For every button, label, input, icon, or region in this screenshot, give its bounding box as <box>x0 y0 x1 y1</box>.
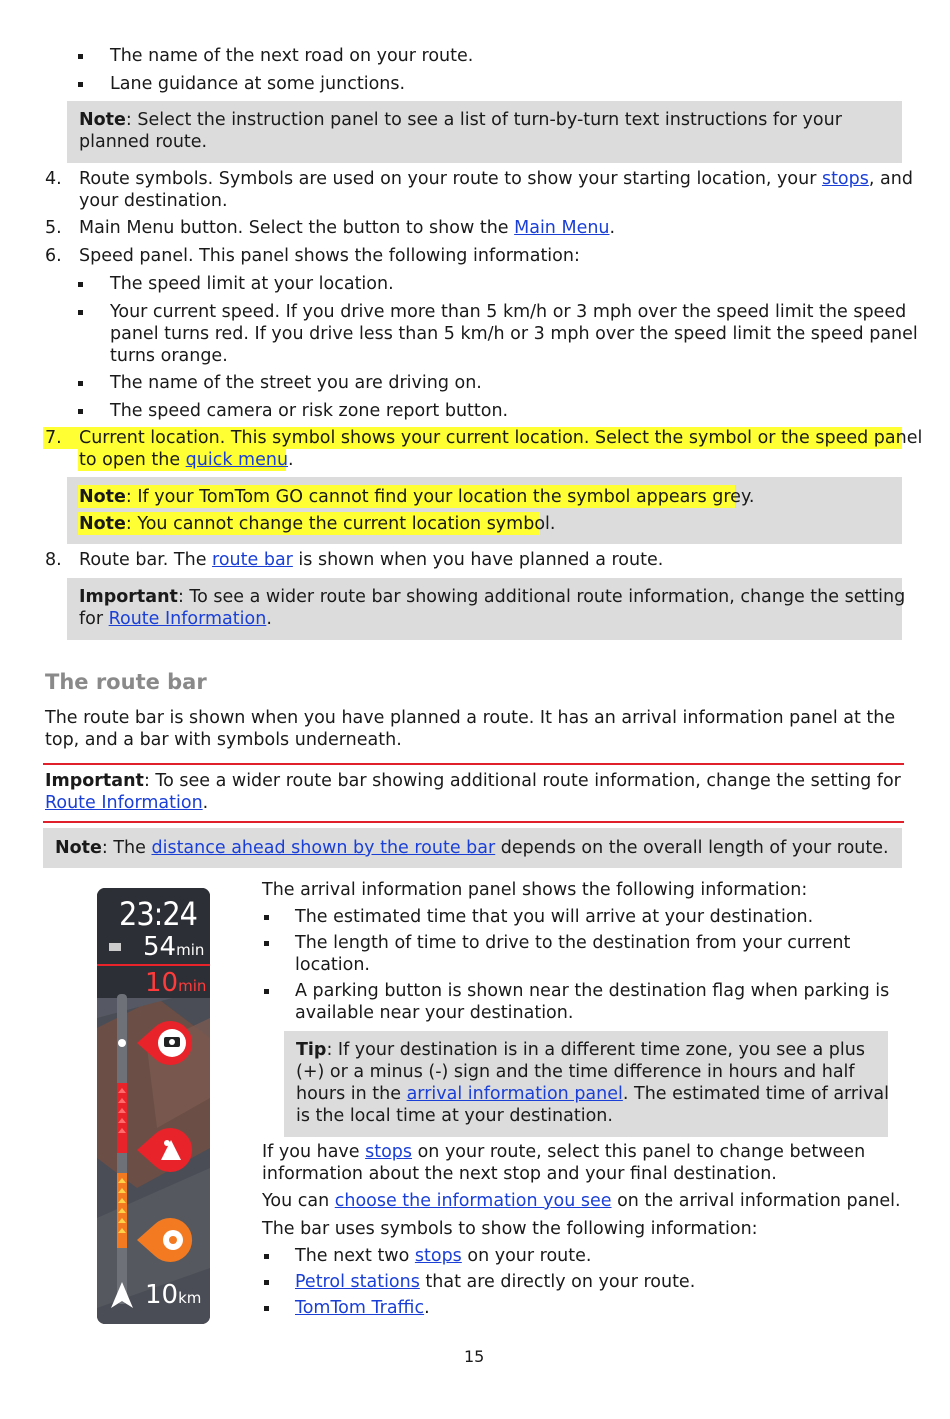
bullet-text: turns orange. <box>110 346 228 366</box>
tip-text: hours in the arrival information panel. The estimated time of arrival <box>296 1084 889 1104</box>
bullet-icon <box>78 409 83 414</box>
note-text: Note: Select the instruction panel to see a list of turn-by-turn text instructions for your <box>79 110 842 130</box>
bullet-text: Petrol stations that are directly on your route. <box>295 1272 696 1292</box>
journey-duration: 54min <box>143 932 205 962</box>
list-item: Current location. This symbol shows your current location. Select the symbol or the speed panel <box>79 428 923 448</box>
stops-paragraph: If you have stops on your route, select this panel to change between <box>262 1142 866 1162</box>
bullet-text: panel turns red. If you drive less than 5 km/h or 3 mph over the speed limit the speed panel <box>110 324 918 344</box>
bullet-text: A parking button is shown near the destination flag when parking is <box>295 981 890 1001</box>
note-text: planned route. <box>79 132 208 152</box>
section-intro: top, and a bar with symbols underneath. <box>45 730 402 750</box>
symbols-intro: The bar uses symbols to show the following information: <box>262 1219 758 1239</box>
important-text: Route Information. <box>45 793 209 813</box>
note-text: Note: The distance ahead shown by the route bar depends on the overall length of your route. <box>55 838 889 858</box>
tip-text: Tip: If your destination is in a different time zone, you see a plus <box>296 1040 865 1060</box>
bullet-icon <box>78 82 83 87</box>
bullet-text: The speed camera or risk zone report button. <box>110 401 509 421</box>
bullet-icon <box>264 1254 269 1259</box>
bullet-text: The next two stops on your route. <box>295 1246 592 1266</box>
tomtom-traffic-link[interactable]: TomTom Traffic <box>295 1298 425 1318</box>
petrol-stations-link[interactable]: Petrol stations <box>295 1272 420 1292</box>
stops-paragraph: information about the next stop and your final destination. <box>262 1164 777 1184</box>
route-information-link[interactable]: Route Information <box>45 793 203 813</box>
bullet-text: available near your destination. <box>295 1003 574 1023</box>
tip-text: (+) or a minus (-) sign and the time difference in hours and half <box>296 1062 855 1082</box>
route-bar-link[interactable]: route bar <box>212 550 293 570</box>
bullet-icon <box>264 915 269 920</box>
important-text: for Route Information. <box>79 609 272 629</box>
bullet-text: location. <box>295 955 370 975</box>
bullet-text: The name of the street you are driving on. <box>110 373 482 393</box>
stops-link[interactable]: stops <box>821 169 869 189</box>
section-title: The route bar <box>45 670 207 694</box>
traffic-delay: 10min <box>145 968 207 998</box>
choose-information-link[interactable]: choose the information you see <box>334 1191 612 1211</box>
distance-ahead-link[interactable]: distance ahead shown by the route bar <box>151 838 496 858</box>
list-item: Speed panel. This panel shows the following information: <box>79 246 580 266</box>
bullet-icon <box>264 989 269 994</box>
list-item: Main Menu button. Select the button to show the Main Menu. <box>79 218 616 238</box>
bullet-icon <box>264 1306 269 1311</box>
section-intro: The route bar is shown when you have planned a route. It has an arrival information panel at the <box>45 708 896 728</box>
page-number: 15 <box>464 1347 485 1366</box>
divider <box>43 821 904 823</box>
list-number: 6. <box>45 246 62 266</box>
bullet-text: The estimated time that you will arrive at your destination. <box>295 907 814 927</box>
main-menu-link[interactable]: Main Menu <box>514 218 610 238</box>
list-item-cont: your destination. <box>79 191 228 211</box>
bullet-icon <box>264 941 269 946</box>
arrival-information-panel-link[interactable]: arrival information panel <box>406 1084 623 1104</box>
bullet-icon <box>78 54 83 59</box>
important-text: Important: To see a wider route bar showing additional route information, change the setting for <box>45 771 901 791</box>
route-information-link[interactable]: Route Information <box>108 609 267 629</box>
note-text: Note: You cannot change the current location symbol. <box>79 514 556 534</box>
arrival-time: 23:24 <box>119 895 197 933</box>
bullet-text: TomTom Traffic. <box>295 1298 430 1318</box>
list-number: 5. <box>45 218 62 238</box>
bullet-text: The name of the next road on your route. <box>110 46 474 66</box>
list-item: Route bar. The route bar is shown when you have planned a route. <box>79 550 664 570</box>
bullet-icon <box>78 282 83 287</box>
bullet-text: The speed limit at your location. <box>110 274 394 294</box>
list-item-cont: to open the quick menu. <box>79 450 294 470</box>
quick-menu-link[interactable]: quick menu <box>185 450 289 470</box>
bullet-icon <box>78 310 83 315</box>
bullet-text: Your current speed. If you drive more than 5 km/h or 3 mph over the speed limit the speed <box>110 302 907 322</box>
tip-text: is the local time at your destination. <box>296 1106 613 1126</box>
list-item: Route symbols. Symbols are used on your route to show your starting location, your stops, and <box>79 169 913 189</box>
choose-paragraph: You can choose the information you see on the arrival information panel. <box>262 1191 901 1211</box>
bullet-text: The length of time to drive to the destination from your current <box>295 933 851 953</box>
stops-link[interactable]: stops <box>414 1246 462 1266</box>
distance-to-next: 10km <box>145 1280 202 1310</box>
important-text: Important: To see a wider route bar showing additional route information, change the setting <box>79 587 906 607</box>
divider <box>43 763 904 765</box>
note-text: Note: If your TomTom GO cannot find your location the symbol appears grey. <box>79 487 755 507</box>
route-bar-image[interactable] <box>97 888 210 1324</box>
list-number: 4. <box>45 169 62 189</box>
bullet-icon <box>78 381 83 386</box>
stops-link[interactable]: stops <box>365 1142 413 1162</box>
bullet-icon <box>264 1280 269 1285</box>
list-number: 7. <box>45 428 62 448</box>
list-number: 8. <box>45 550 62 570</box>
bullet-text: Lane guidance at some junctions. <box>110 74 406 94</box>
arrival-intro: The arrival information panel shows the following information: <box>262 880 808 900</box>
